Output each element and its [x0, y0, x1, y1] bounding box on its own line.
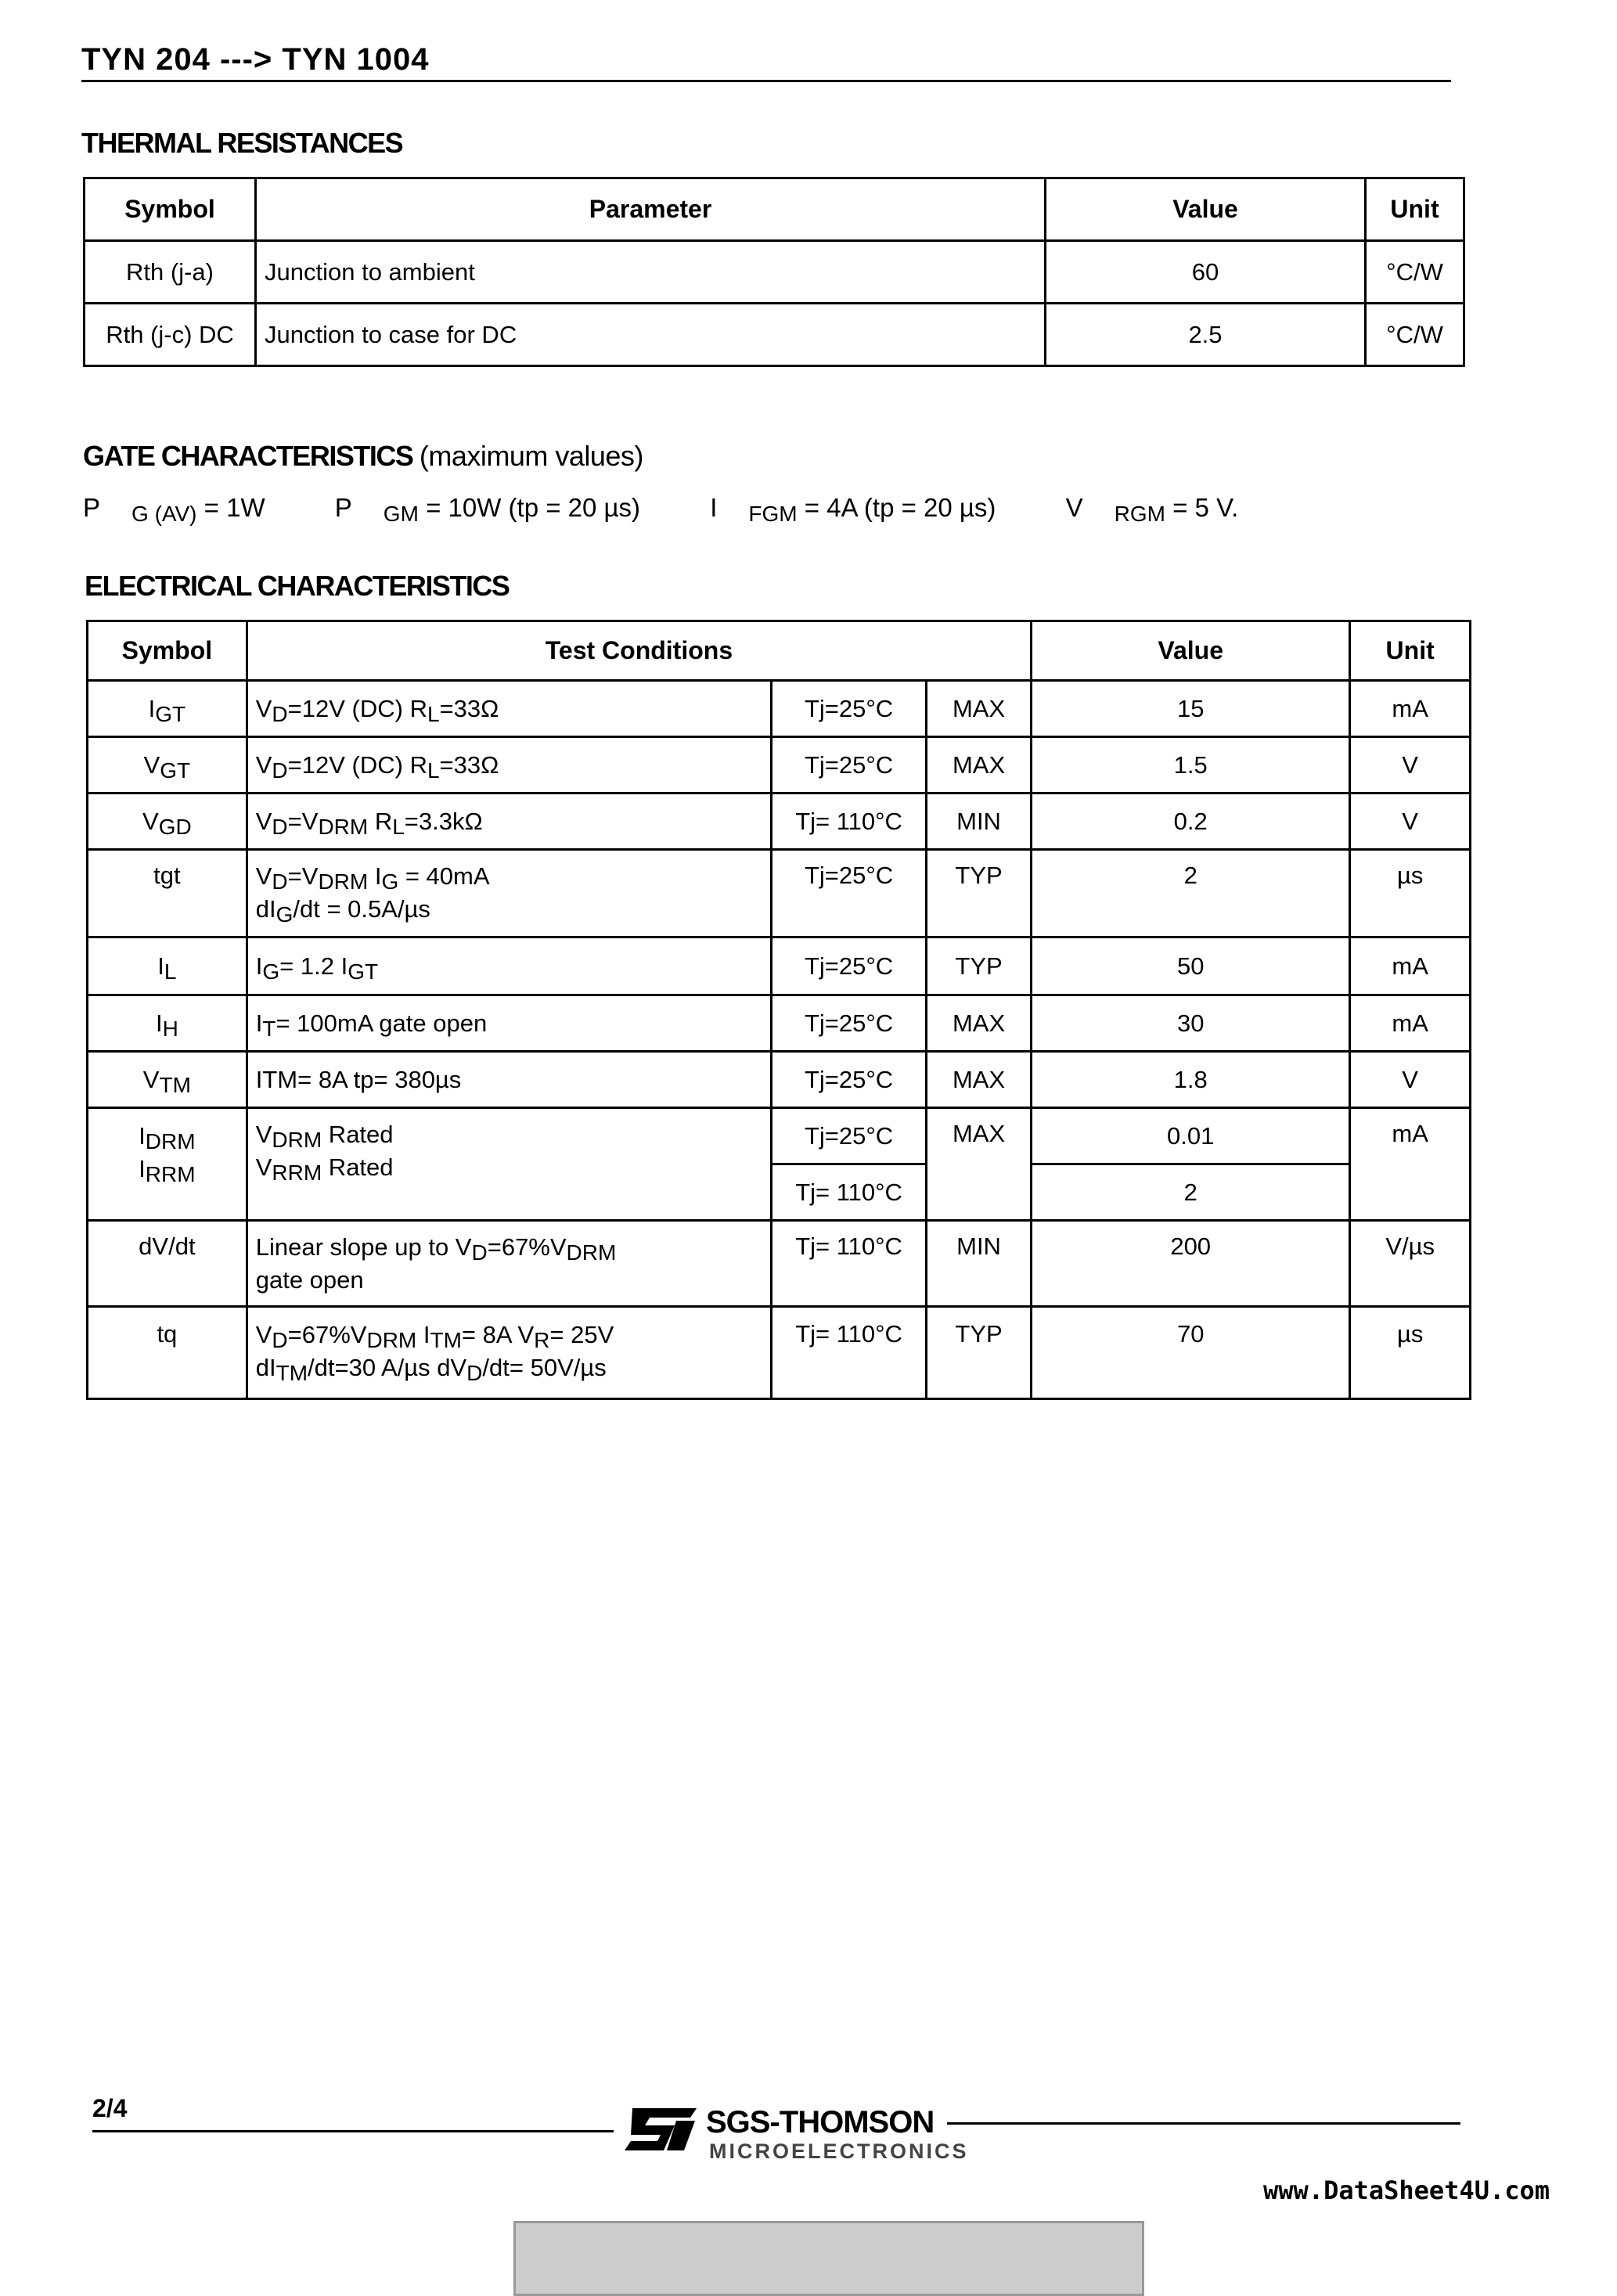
cell-limit: MAX [926, 681, 1031, 737]
cell-symbol: Rth (j-a) [85, 241, 256, 304]
cell-symbol [88, 737, 247, 794]
cell-value: 0.2 [1032, 794, 1350, 850]
symbol-line [96, 1153, 238, 1186]
subscript: DRM [566, 1240, 617, 1265]
col-symbol: Symbol [88, 621, 247, 681]
text: V [255, 694, 272, 722]
table-row [88, 995, 1471, 1052]
cell-tj: Tj=25°C [772, 937, 927, 995]
symbol-subscript: L [164, 959, 177, 984]
symbol-text: I [710, 493, 718, 522]
symbol-text: P [83, 493, 101, 522]
text: Linear slope up to V [255, 1233, 472, 1261]
symbol-text: V [142, 807, 159, 835]
text: I [255, 952, 263, 980]
cell-conditions [247, 737, 771, 794]
text: =12V (DC) R [287, 750, 427, 779]
condition-line [256, 1151, 762, 1184]
cell-limit: TYP [926, 1307, 1031, 1399]
table-row [88, 1307, 1471, 1399]
cell-unit: V/µs [1350, 1221, 1471, 1307]
cell-unit: °C/W [1366, 241, 1464, 304]
cell-value: 2.5 [1046, 304, 1366, 366]
gate-heading-text: GATE CHARACTERISTICS [83, 440, 413, 472]
table-row [88, 681, 1471, 737]
gate-pav [83, 493, 297, 526]
subscript: DRM [318, 814, 369, 839]
cell-value: 30 [1032, 995, 1350, 1052]
symbol-text: V [143, 750, 160, 779]
electrical-table [86, 620, 1471, 1400]
symbol-text: I [157, 952, 164, 980]
cell-limit: MAX [926, 995, 1031, 1052]
subscript: D [272, 869, 288, 894]
cell-parameter: Junction to case for DC [256, 304, 1046, 366]
cell-unit: mA [1350, 937, 1471, 995]
electrical-heading: ELECTRICAL CHARACTERISTICS [85, 570, 510, 602]
text: V [255, 1153, 272, 1181]
subscript: DRM [366, 1328, 417, 1352]
table-row [88, 737, 1471, 794]
text: =V [287, 862, 319, 890]
text: =67%V [287, 1321, 367, 1348]
document-title: TYN 204 ---> TYN 1004 [81, 42, 430, 77]
symbol-line [96, 1120, 238, 1153]
symbol-subscript: G (AV) [131, 502, 197, 526]
cell-limit: MAX [926, 1108, 1031, 1221]
symbol-text: I [139, 1122, 146, 1150]
table-row [85, 304, 1464, 366]
subscript: R [534, 1328, 550, 1352]
text: V [255, 750, 272, 779]
subscript: L [427, 758, 440, 783]
symbol-subscript: GM [383, 502, 419, 526]
col-unit: Unit [1350, 621, 1471, 681]
cell-symbol: dV/dt [88, 1221, 247, 1307]
symbol-text: I [155, 1009, 163, 1037]
text: = 100mA gate open [276, 1009, 488, 1037]
text: =V [287, 807, 319, 835]
text: I [416, 1321, 430, 1348]
col-parameter: Parameter [256, 178, 1046, 241]
cell-value: 1.5 [1032, 737, 1350, 794]
symbol-text: V [1065, 493, 1083, 522]
subscript: D [272, 1328, 288, 1352]
text: Rated [322, 1153, 394, 1181]
text: =33Ω [439, 750, 499, 779]
symbol-subscript: TM [159, 1072, 191, 1097]
cell-value: 0.01 [1032, 1108, 1350, 1164]
text: /dt=30 A/µs dV [308, 1354, 467, 1381]
cell-conditions [247, 1221, 771, 1307]
subscript: D [272, 758, 288, 783]
subscript: DRM [318, 869, 369, 894]
gate-pgm [334, 493, 672, 526]
cell-tj: Tj= 110°C [772, 794, 927, 850]
footer-rule-right [947, 2122, 1460, 2125]
text: R [368, 807, 393, 835]
subscript: G [276, 902, 294, 927]
cell-unit: µs [1350, 850, 1471, 937]
cell-conditions [247, 681, 771, 737]
cell-value: 2 [1032, 1164, 1350, 1221]
cell-tj: Tj=25°C [772, 1108, 927, 1164]
cell-tj: Tj=25°C [772, 1052, 927, 1108]
cell-conditions [247, 937, 771, 995]
symbol-subscript: GD [158, 814, 192, 839]
value-text: = 4A (tp = 20 µs) [797, 493, 996, 522]
text: dI [255, 895, 276, 923]
text: /dt = 0.5A/µs [293, 895, 430, 923]
table-row [88, 1052, 1471, 1108]
value-text: = 1W [196, 493, 265, 522]
cell-symbol [88, 1052, 247, 1108]
cell-unit: mA [1350, 1108, 1471, 1221]
table-row [88, 937, 1471, 995]
cell-limit: MIN [926, 1221, 1031, 1307]
cell-conditions [247, 1108, 771, 1221]
text: V [255, 862, 272, 890]
header-rule [81, 80, 1451, 82]
brand-subtitle: MICROELECTRONICS [709, 2139, 969, 2163]
text: =33Ω [439, 694, 499, 722]
cell-tj: Tj=25°C [772, 995, 927, 1052]
brand-name: SGS-THOMSON [706, 2105, 935, 2139]
cell-value: 15 [1032, 681, 1350, 737]
symbol-subscript: GT [155, 701, 186, 726]
cell-tj: Tj=25°C [772, 681, 927, 737]
text: =12V (DC) R [287, 694, 427, 722]
cell-symbol [88, 1108, 247, 1221]
subscript: RRM [272, 1161, 322, 1185]
symbol-subscript: FGM [748, 502, 798, 526]
cell-value: 50 [1032, 937, 1350, 995]
subscript: G [381, 869, 399, 894]
cell-symbol [88, 937, 247, 995]
table-header-row [85, 178, 1464, 241]
table-row [88, 1108, 1471, 1164]
condition-line [256, 1351, 762, 1384]
cell-value: 70 [1032, 1307, 1350, 1399]
subscript: D [272, 814, 288, 839]
cell-unit: V [1350, 737, 1471, 794]
condition-line [256, 1319, 762, 1351]
cell-limit: MAX [926, 1052, 1031, 1108]
cell-parameter: Junction to ambient [256, 241, 1046, 304]
symbol-subscript: H [162, 1016, 178, 1041]
subscript: GT [348, 959, 379, 984]
table-header-row [88, 621, 1471, 681]
text: dI [255, 1354, 276, 1381]
cell-symbol [88, 794, 247, 850]
symbol-text: P [334, 493, 352, 522]
symbol-subscript: GT [160, 758, 191, 783]
subscript: DRM [272, 1128, 322, 1152]
cell-conditions [247, 995, 771, 1052]
cell-unit: mA [1350, 995, 1471, 1052]
table-row [85, 241, 1464, 304]
subscript: TM [276, 1361, 308, 1385]
cell-tj: Tj= 110°C [772, 1307, 927, 1399]
table-row [88, 794, 1471, 850]
value-text: = 5 V. [1165, 493, 1239, 522]
condition-line: gate open [255, 1266, 364, 1294]
cell-symbol [88, 681, 247, 737]
condition-line [256, 1118, 762, 1151]
cell-value: 1.8 [1032, 1052, 1350, 1108]
gate-values [83, 493, 1301, 526]
table-row [88, 850, 1471, 937]
gate-ifgm [710, 493, 1027, 526]
bottom-grey-panel [513, 2221, 1144, 2296]
col-value: Value [1032, 621, 1350, 681]
condition-line [256, 1231, 762, 1264]
thermal-heading: THERMAL RESISTANCES [81, 127, 403, 159]
cell-limit: MAX [926, 737, 1031, 794]
cell-unit: °C/W [1366, 304, 1464, 366]
text: I [368, 862, 382, 890]
text: = 25V [549, 1321, 614, 1348]
cell-unit: V [1350, 1052, 1471, 1108]
cell-conditions [247, 794, 771, 850]
symbol-text: I [139, 1155, 146, 1182]
cell-limit: TYP [926, 850, 1031, 937]
table-row [88, 1221, 1471, 1307]
cell-limit: TYP [926, 937, 1031, 995]
cell-symbol: tgt [88, 850, 247, 937]
website-watermark: www.DataSheet4U.com [1263, 2175, 1550, 2205]
subscript: D [471, 1240, 488, 1265]
thermal-table [83, 177, 1465, 367]
page-number: 2/4 [92, 2094, 128, 2122]
col-value: Value [1046, 178, 1366, 241]
value-text: = 10W (tp = 20 µs) [418, 493, 641, 522]
text: = 8A V [461, 1321, 535, 1348]
cell-unit: µs [1350, 1307, 1471, 1399]
symbol-subscript: RGM [1114, 502, 1165, 526]
symbol-text: I [148, 694, 156, 722]
cell-symbol: Rth (j-c) DC [85, 304, 256, 366]
subscript: TM [430, 1328, 462, 1352]
subscript: T [262, 1016, 276, 1041]
text: I [255, 1009, 263, 1037]
cell-tj: Tj=25°C [772, 850, 927, 937]
gate-heading [83, 440, 643, 473]
condition-line [256, 893, 762, 926]
gate-subheading: (maximum values) [419, 440, 643, 472]
text: =67%V [487, 1233, 567, 1261]
subscript: G [262, 959, 280, 984]
text: = 1.2 I [279, 952, 348, 980]
text: =3.3kΩ [404, 807, 483, 835]
condition-line [256, 860, 762, 893]
footer-rule-left [92, 2130, 614, 2132]
subscript: L [392, 814, 405, 839]
cell-conditions [247, 850, 771, 937]
text: Rated [322, 1121, 394, 1148]
subscript: D [272, 701, 288, 726]
cell-conditions [247, 1307, 771, 1399]
cell-unit: V [1350, 794, 1471, 850]
cell-value: 200 [1032, 1221, 1350, 1307]
text: V [255, 1321, 272, 1348]
subscript: L [427, 701, 440, 726]
text: V [255, 807, 272, 835]
st-logo-icon [618, 2105, 700, 2154]
cell-unit: mA [1350, 681, 1471, 737]
text: /dt= 50V/µs [482, 1354, 607, 1381]
cell-tj: Tj= 110°C [772, 1221, 927, 1307]
symbol-subscript: DRM [145, 1129, 196, 1153]
symbol-subscript: RRM [145, 1162, 196, 1186]
cell-tj: Tj= 110°C [772, 1164, 927, 1221]
cell-symbol: tq [88, 1307, 247, 1399]
cell-value: 2 [1032, 850, 1350, 937]
col-unit: Unit [1366, 178, 1464, 241]
cell-tj: Tj=25°C [772, 737, 927, 794]
cell-symbol [88, 995, 247, 1052]
text: V [255, 1121, 272, 1148]
col-test-conditions: Test Conditions [247, 621, 1031, 681]
gate-vrgm [1065, 493, 1270, 526]
cell-value: 60 [1046, 241, 1366, 304]
col-symbol: Symbol [85, 178, 256, 241]
symbol-text: V [142, 1065, 160, 1093]
subscript: D [466, 1361, 483, 1385]
text: = 40mA [398, 862, 490, 890]
cell-conditions: ITM= 8A tp= 380µs [247, 1052, 771, 1108]
cell-limit: MIN [926, 794, 1031, 850]
